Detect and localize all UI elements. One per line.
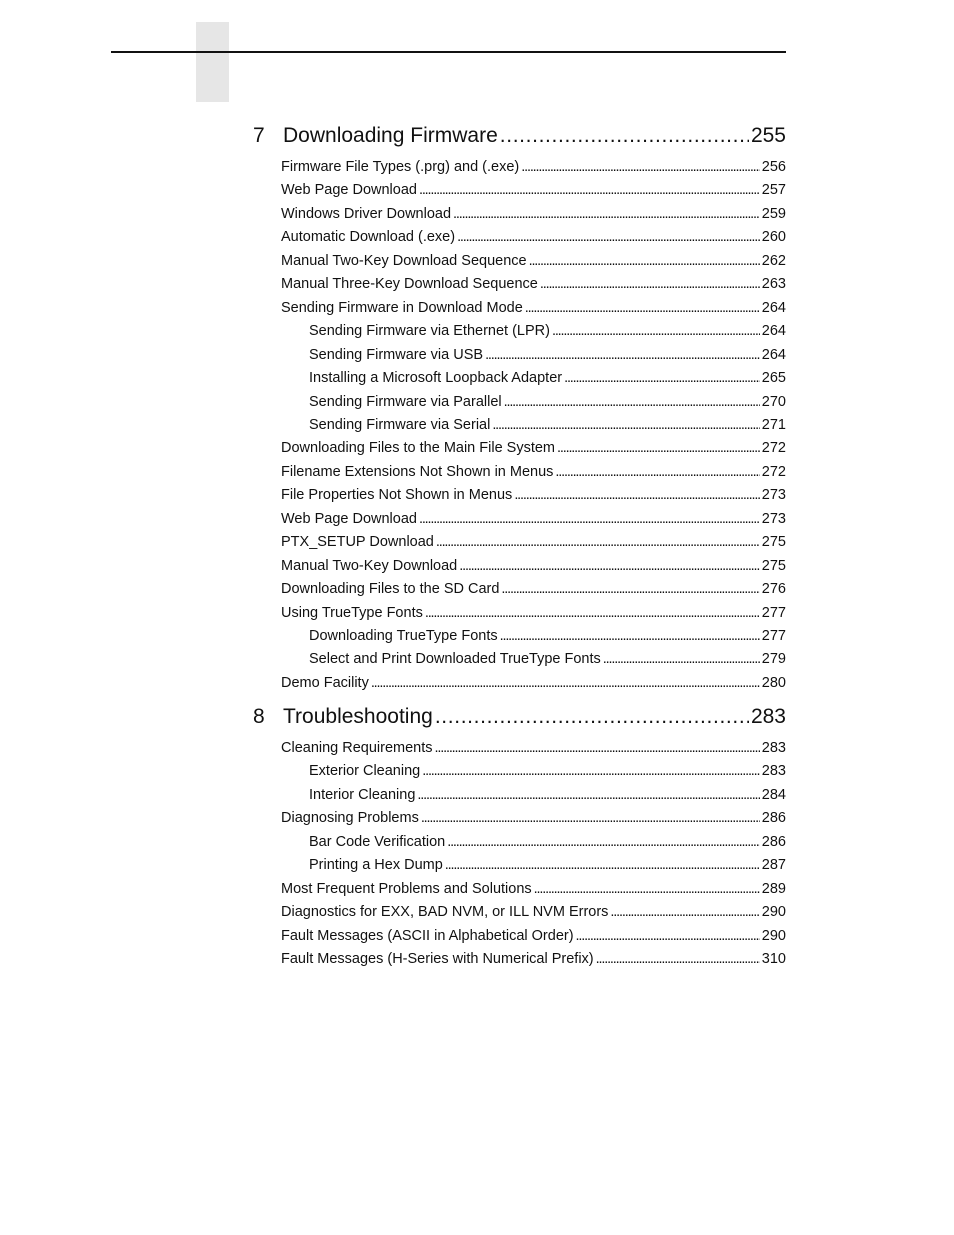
toc-entry-row[interactable] [309,857,786,875]
entry-title: Most Frequent Problems and Solutions [281,881,532,897]
toc-entry-row[interactable] [281,675,786,693]
toc-entry-row[interactable] [281,928,786,946]
entry-title: Bar Code Verification [309,834,446,850]
entry-page-number: 273 [761,511,786,527]
entry-title: Interior Cleaning [309,787,416,803]
dot-leader [453,206,760,222]
dot-leader [447,834,760,850]
dot-leader [557,440,760,456]
entry-title: Using TrueType Fonts [281,605,423,621]
toc-entry-row[interactable] [281,276,786,294]
chapter-page-number: 283 [750,705,786,728]
toc-entry-row[interactable] [281,159,786,177]
entry-title: Web Page Download [281,511,417,527]
dot-leader [371,675,760,691]
entry-page-number: 264 [761,323,786,339]
entry-page-number: 283 [761,763,786,779]
dot-leader [564,370,760,386]
entry-title: Manual Two-Key Download Sequence [281,253,527,269]
dot-leader [417,787,759,803]
dot-leader [485,347,760,363]
entry-title: Select and Print Downloaded TrueType Fonts [309,651,601,667]
dot-leader [500,124,749,148]
entry-title: Sending Firmware via Parallel [309,394,502,410]
entry-page-number: 264 [761,347,786,363]
entry-page-number: 280 [761,675,786,691]
toc-entry-row[interactable] [309,417,786,435]
dot-leader [445,857,760,873]
entry-title: Fault Messages (ASCII in Alphabetical Order) [281,928,574,944]
toc-entry-row[interactable] [309,651,786,669]
entry-page-number: 287 [761,857,786,873]
entry-title: Downloading Files to the SD Card [281,581,500,597]
entry-page-number: 283 [761,740,786,756]
entry-title: Installing a Microsoft Loopback Adapter [309,370,563,386]
toc-entry-row[interactable] [281,206,786,224]
toc-entry-row[interactable] [281,534,786,552]
toc-entry-row[interactable] [281,511,786,529]
entry-page-number: 257 [761,182,786,198]
toc-entry-row[interactable] [309,347,786,365]
entry-page-number: 260 [761,229,786,245]
entry-page-number: 290 [761,904,786,920]
toc-entry-row[interactable] [281,182,786,200]
entry-page-number: 259 [761,206,786,222]
toc-entry-row[interactable] [309,787,786,805]
chapter-title: Downloading Firmware [283,124,498,147]
toc-chapter-row[interactable] [253,705,786,731]
entry-title: Web Page Download [281,182,417,198]
entry-title: Downloading TrueType Fonts [309,628,498,644]
dot-leader [596,951,760,967]
entry-title: Sending Firmware via Ethernet (LPR) [309,323,550,339]
dot-leader [422,763,760,779]
toc-entry-row[interactable] [281,253,786,271]
dot-leader [521,159,760,175]
entry-page-number: 276 [761,581,786,597]
entry-page-number: 256 [761,159,786,175]
entry-page-number: 286 [761,810,786,826]
dot-leader [501,581,759,597]
entry-title: Sending Firmware via Serial [309,417,491,433]
toc-entry-row[interactable] [281,440,786,458]
toc-entry-row[interactable] [309,628,786,646]
entry-title: Automatic Download (.exe) [281,229,456,245]
dot-leader [610,904,759,920]
toc-entry-row[interactable] [281,951,786,969]
chapter-page-number: 255 [750,124,786,147]
toc-entry-row[interactable] [281,229,786,247]
toc-entry-row[interactable] [281,881,786,899]
entry-title: Fault Messages (H-Series with Numerical Prefix) [281,951,594,967]
entry-title: Manual Two-Key Download [281,558,458,574]
toc-entry-row[interactable] [281,300,786,318]
dot-leader [603,651,760,667]
entry-title: Manual Three-Key Download Sequence [281,276,538,292]
dot-leader [514,487,759,503]
chapter-number: 7 [253,124,265,147]
entry-page-number: 272 [761,440,786,456]
dot-leader [435,740,760,756]
toc-entry-row[interactable] [309,323,786,341]
toc-entry-row[interactable] [309,394,786,412]
dot-leader [552,323,760,339]
entry-page-number: 272 [761,464,786,480]
toc-entry-row[interactable] [281,605,786,623]
entry-title: Diagnosing Problems [281,810,419,826]
entry-title: Firmware File Types (.prg) and (.exe) [281,159,520,175]
toc-entry-row[interactable] [281,464,786,482]
dot-leader [500,628,760,644]
dot-leader [436,534,760,550]
dot-leader [425,605,760,621]
dot-leader [419,511,760,527]
dot-leader [534,881,760,897]
entry-page-number: 277 [761,605,786,621]
toc-entry-row[interactable] [281,487,786,505]
entry-page-number: 277 [761,628,786,644]
toc-entry-row[interactable] [309,834,786,852]
dot-leader [525,300,760,316]
entry-page-number: 310 [761,951,786,967]
entry-page-number: 270 [761,394,786,410]
toc-entry-row[interactable] [281,558,786,576]
entry-title: Exterior Cleaning [309,763,421,779]
dot-leader [540,276,760,292]
entry-title: Downloading Files to the Main File System [281,440,556,456]
entry-page-number: 286 [761,834,786,850]
chapter-number: 8 [253,705,265,728]
entry-title: Filename Extensions Not Shown in Menus [281,464,554,480]
dot-leader [555,464,759,480]
dot-leader [529,253,760,269]
entry-title: Diagnostics for EXX, BAD NVM, or ILL NVM Errors [281,904,609,920]
toc-entry-row[interactable] [309,763,786,781]
entry-title: File Properties Not Shown in Menus [281,487,513,503]
dot-leader [492,417,759,433]
entry-page-number: 265 [761,370,786,386]
entry-title: Demo Facility [281,675,369,691]
dot-leader [419,182,760,198]
dot-leader [457,229,760,245]
toc-entry-row[interactable] [281,581,786,599]
toc-entry-row[interactable] [309,370,786,388]
chapter-title: Troubleshooting [283,705,433,728]
entry-page-number: 279 [761,651,786,667]
entry-page-number: 289 [761,881,786,897]
entry-page-number: 263 [761,276,786,292]
dot-leader [435,705,749,729]
entry-page-number: 273 [761,487,786,503]
entry-title: PTX_SETUP Download [281,534,434,550]
entry-title: Windows Driver Download [281,206,452,222]
dot-leader [504,394,760,410]
entry-title: Cleaning Requirements [281,740,433,756]
entry-title: Sending Firmware in Download Mode [281,300,523,316]
entry-page-number: 290 [761,928,786,944]
entry-title: Sending Firmware via USB [309,347,484,363]
entry-page-number: 275 [761,558,786,574]
dot-leader [576,928,760,944]
entry-page-number: 264 [761,300,786,316]
dot-leader [421,810,760,826]
entry-page-number: 284 [761,787,786,803]
entry-page-number: 271 [761,417,786,433]
toc-entry-row[interactable] [281,904,786,922]
toc-chapter-row[interactable] [253,124,786,150]
entry-page-number: 262 [761,253,786,269]
entry-title: Printing a Hex Dump [309,857,443,873]
toc-entry-row[interactable] [281,740,786,758]
dot-leader [459,558,760,574]
toc-entry-row[interactable] [281,810,786,828]
entry-page-number: 275 [761,534,786,550]
